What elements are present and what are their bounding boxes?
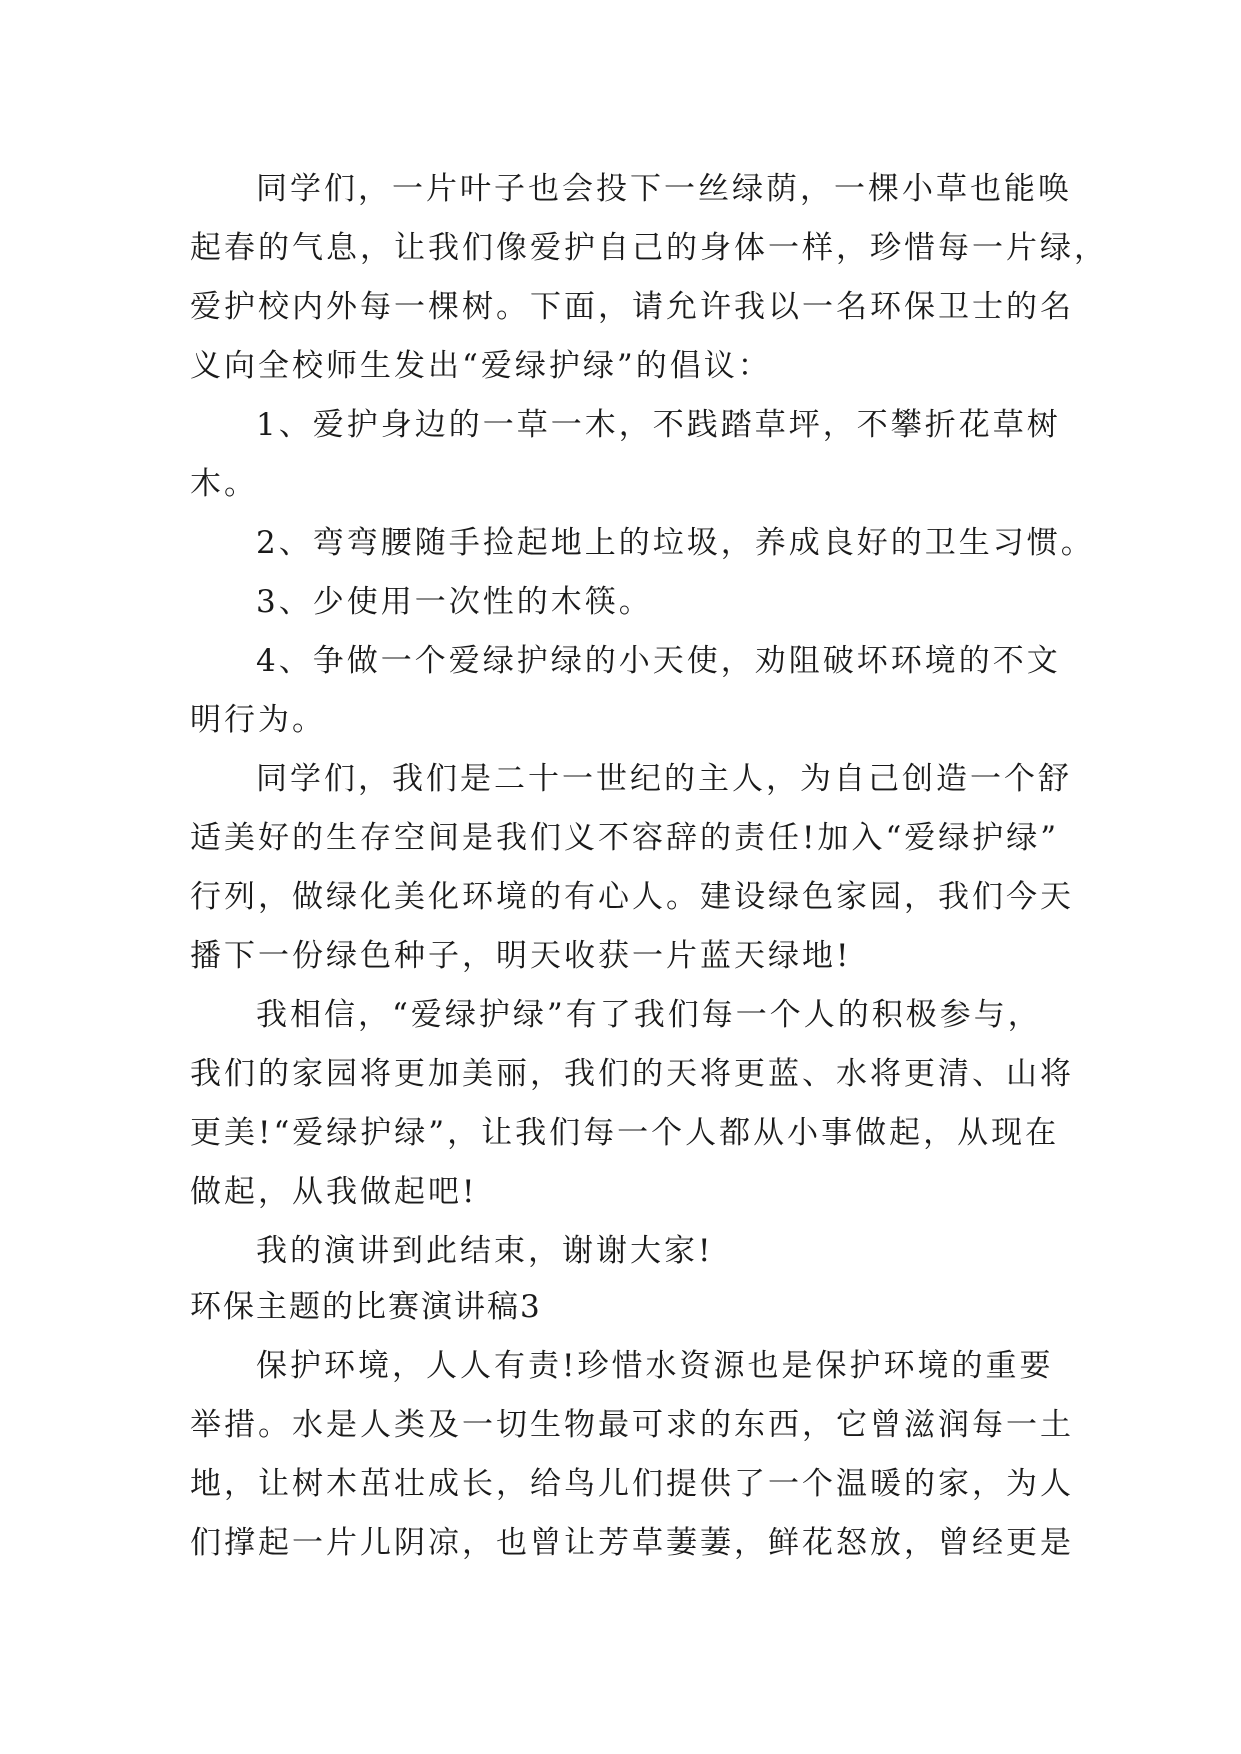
text-line: 更美!“爱绿护绿”，让我们每一个人都从小事做起，从现在 — [190, 1115, 1060, 1151]
text-line: 明行为。 — [190, 702, 326, 738]
text-line: 地，让树木茁壮成长，给鸟儿们提供了一个温暖的家，为人 — [190, 1466, 1074, 1502]
text-line: 起春的气息，让我们像爱护自己的身体一样，珍惜每一片绿， — [190, 230, 1108, 266]
text-line: 3、少使用一次性的木筷。 — [256, 584, 653, 620]
document-page — [190, 160, 1108, 1573]
text-line: 4、争做一个爱绿护绿的小天使，劝阻破坏环境的不文 — [256, 643, 1061, 679]
text-line: 适美好的生存空间是我们义不容辞的责任!加入“爱绿护绿” — [190, 820, 1060, 856]
text-line: 同学们，我们是二十一世纪的主人，为自己创造一个舒 — [256, 761, 1072, 797]
text-line: 1、爱护身边的一草一木，不践踏草坪，不攀折花草树 — [256, 407, 1061, 443]
text-line: 同学们，一片叶子也会投下一丝绿荫，一棵小草也能唤 — [256, 171, 1072, 207]
text-line: 2、弯弯腰随手捡起地上的垃圾，养成良好的卫生习惯。 — [256, 525, 1095, 561]
proposal-item-4 — [190, 632, 1070, 750]
text-line: 爱护校内外每一棵树。下面，请允许我以一名环保卫士的名 — [190, 289, 1074, 325]
paragraph-closing — [190, 1222, 1070, 1281]
text-line: 们撑起一片儿阴凉，也曾让芳草萋萋，鲜花怒放，曾经更是 — [190, 1525, 1074, 1561]
text-line: 举措。水是人类及一切生物最可求的东西，它曾滋润每一土 — [190, 1407, 1074, 1443]
proposal-item-1 — [190, 396, 1070, 514]
proposal-item-3 — [190, 573, 1070, 632]
text-line: 我相信，“爱绿护绿”有了我们每一个人的积极参与， — [256, 997, 1042, 1033]
text-line: 做起，从我做起吧! — [190, 1174, 478, 1210]
paragraph-water — [190, 1337, 1074, 1573]
text-line: 保护环境，人人有责!珍惜水资源也是保护环境的重要 — [256, 1348, 1054, 1384]
text-line: 播下一份绿色种子，明天收获一片蓝天绿地! — [190, 938, 852, 974]
paragraph-call-to-action — [190, 750, 1074, 986]
text-line: 木。 — [190, 466, 258, 502]
paragraph-intro — [190, 160, 1108, 396]
text-line: 行列，做绿化美化环境的有心人。建设绿色家园，我们今天 — [190, 879, 1074, 915]
paragraph-belief — [190, 986, 1074, 1222]
section-heading: 环保主题的比赛演讲稿3 — [190, 1289, 542, 1325]
text-line: 我们的家园将更加美丽，我们的天将更蓝、水将更清、山将 — [190, 1056, 1074, 1092]
text-line: 我的演讲到此结束，谢谢大家! — [256, 1233, 714, 1269]
proposal-item-2 — [190, 514, 1095, 573]
text-line: 义向全校师生发出“爱绿护绿”的倡议： — [190, 348, 772, 384]
